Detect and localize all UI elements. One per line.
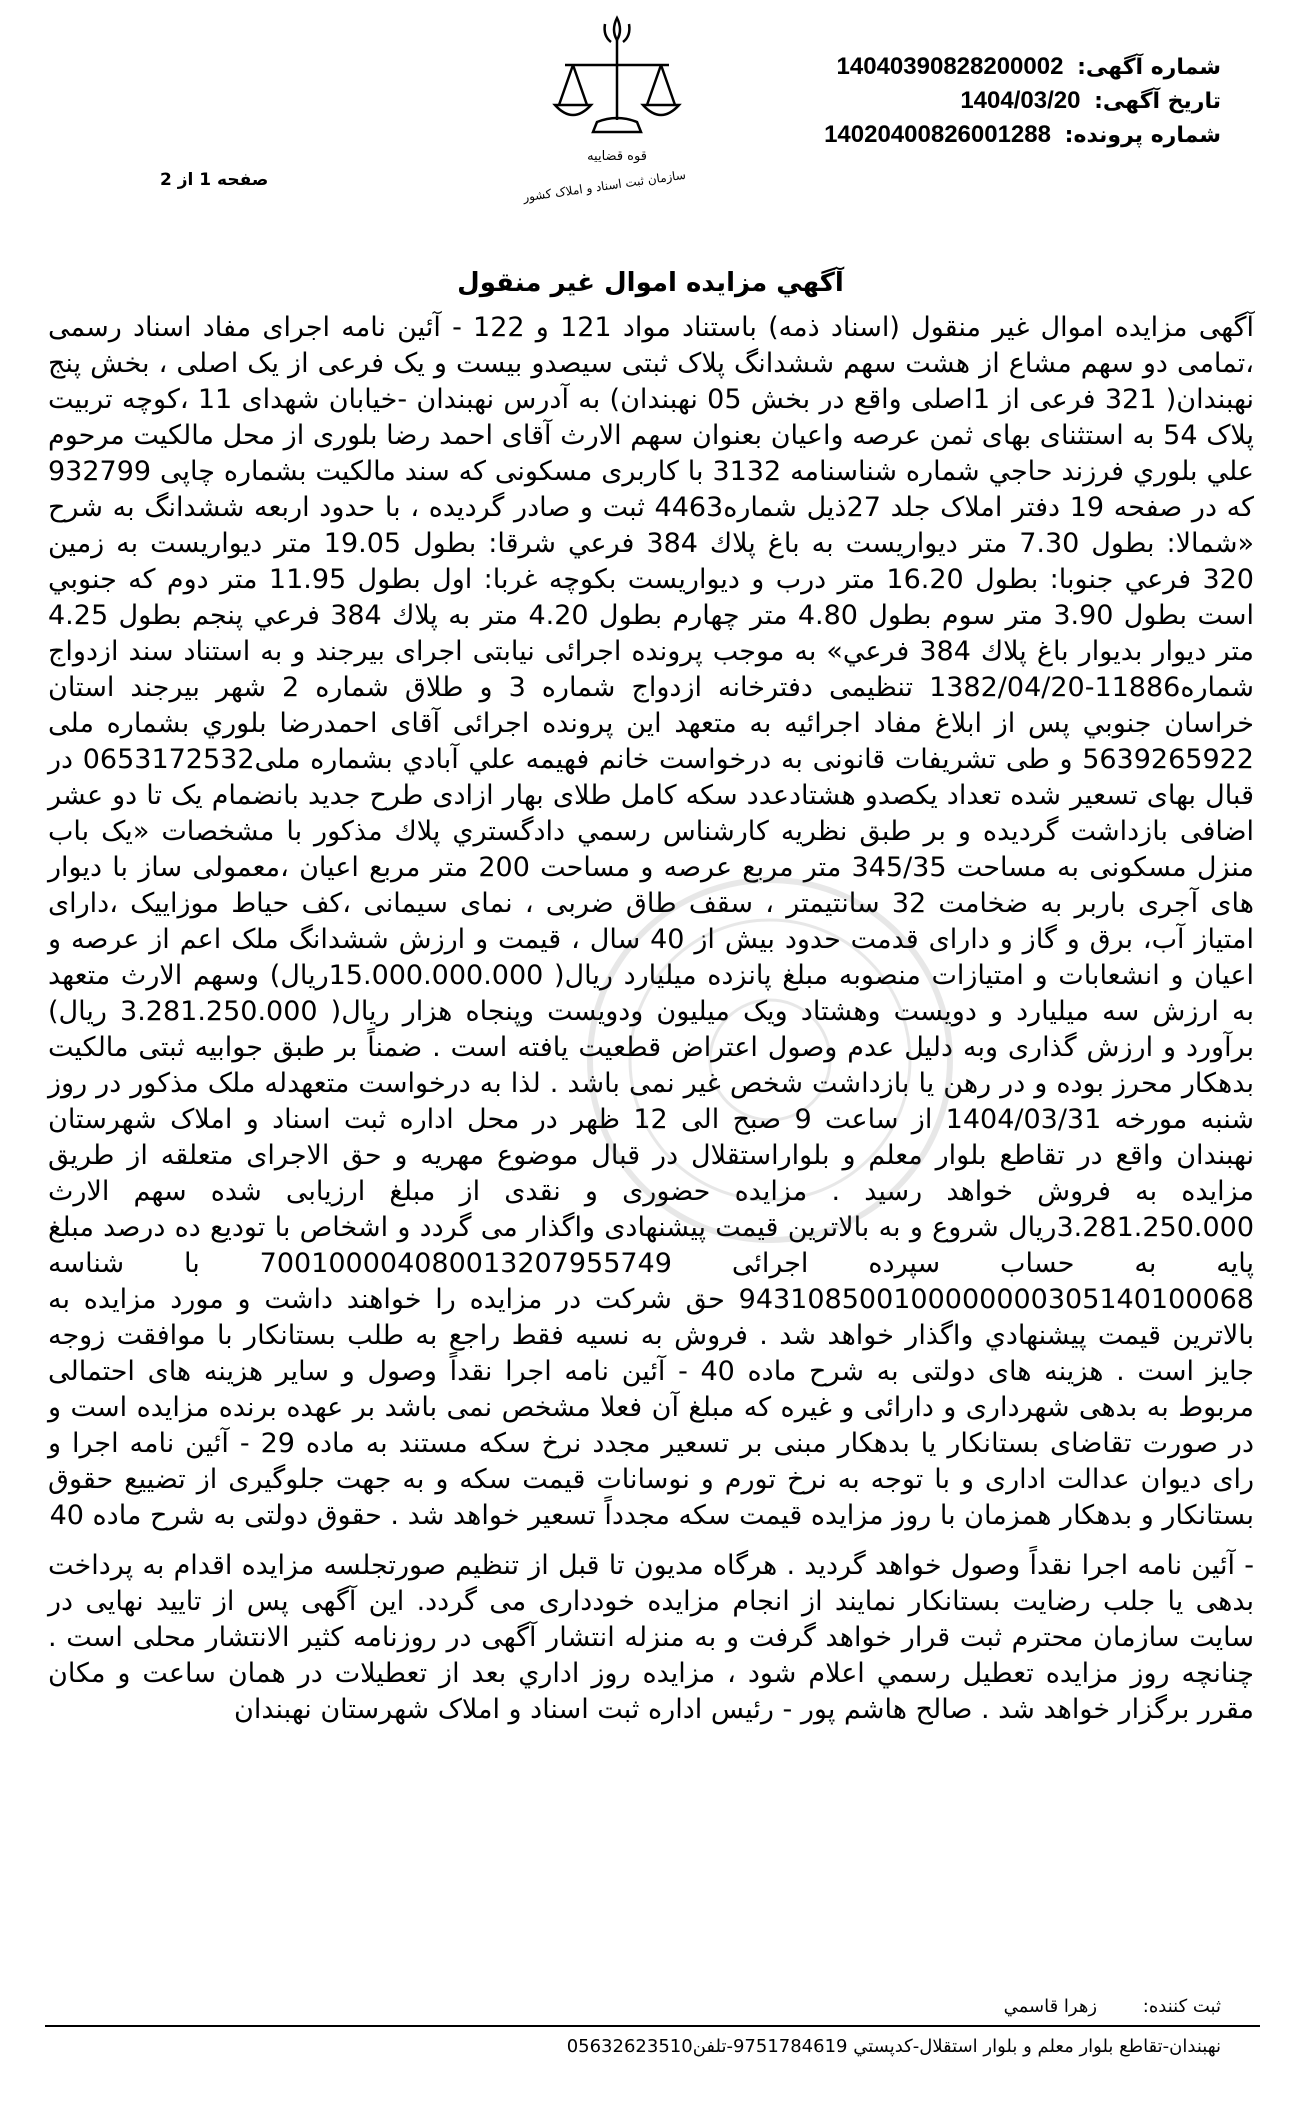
notice-meta xyxy=(741,50,1221,152)
recorder-name: زهرا قاسمي xyxy=(1003,1996,1098,2017)
footer-divider xyxy=(45,2025,1260,2027)
notice-paragraph-1: آگهی مزایده اموال غیر منقول (اسناد ذمه) باستناد مواد 121 و 122 - آئین نامه اجرای مفاد اسناد رسمی ،تمامی دو سهم مشاع از هشت سهم ششدانگ پلاک ثبتی سیصدو بیست و یک فرعی از یک اصلی ، بخش پنج نهبندان( 321 فرعی از 1اصلی واقع در بخش 05 نهبندان) به آدرس نهبندان -خیابان شهدای 11 ،کوچه تربیت پلاک 54 به استثنای بهای ثمن عرصه واعیان بعنوان سهم الارث آقای احمد رضا بلوری از محل مالکيت مرحوم علي بلوري فرزند حاجي شماره شناسنامه 3132 با کاربری مسکونی که سند مالکیت بشماره چاپی 932799 که در صفحه 19 دفتر املاک جلد 27ذیل شماره4463 ثبت و صادر گردیده ، با حدود اربعه ششدانگ به شرح «شمالا: بطول 7.30 متر ديواريست به باغ پلاك 384 فرعي شرقا: بطول 19.05 متر ديواريست به زمين 320 فرعي جنوبا: بطول 16.20 متر درب و ديواريست بكوچه غربا: اول بطول 11.95 متر دوم كه جنوبي است بطول 3.90 متر سوم بطول 4.80 متر چهارم بطول 4.20 متر به پلاك 384 فرعي پنجم بطول 4.25 متر ديوار بديوار باغ پلاك 384 فرعي» به موجب پرونده اجرائی نیابتی اجرای بیرجند و به استناد سند ازدواج شماره11886-1382/04/20 تنظيمی دفترخانه ازدواج شماره 3 و طلاق شماره 2 شهر بيرجند استان خراسان جنوبي پس از ابلاغ مفاد اجرائیه به متعهد این پرونده اجرائی آقای احمدرضا بلوري بشماره ملی 5639265922 و طی تشریفات قانونی به درخواست خانم فهيمه علي آبادي بشماره ملی0653172532 در قبال بهای تسعیر شده تعداد یکصدو هشتادعدد سکه کامل طلای بهار ازادی طرح جدید بانضمام یک تا دو عشر اضافی بازداشت گردیده و بر طبق نظریه کارشناس رسمي دادگستري پلاك مذكور با مشخصات «يک باب منزل مسکونی به مساحت 345/35 متر مربع عرصه و مساحت 200 متر مربع اعيان ،معمولی ساز با ديوار های آجری باربر به ضخامت 32 سانتيمتر ، سقف طاق ضربی ، نمای سيمانی ،کف حياط موزاييک ،دارای امتياز آب، برق و گاز و دارای قدمت حدود بيش از 40 سال ، قيمت و ارزش ششدانگ ملک اعم از عرصه و اعيان و انشعابات و امتيازات منصوبه مبلغ پانزده ميليارد ريال( 15.000.000.000ريال) وسهم الارث متعهد به ارزش سه میلیارد و دویست وهشتاد ویک میلیون ودویست وپنجاه هزار ریال( 3.281.250.000 ریال) برآورد و ارزش گذاری وبه دليل عدم وصول اعتراض قطعيت يافته است . ضمناً بر طبق جوابیه ثبتی مالکیت بدهکار محرز بوده و در رهن یا بازداشت شخص غیر نمی باشد . لذا به درخواست متعهدله ملک مذکور در روز شنبه مورخه 1404/03/31 از ساعت 9 صبح الی 12 ظهر در محل اداره ثبت اسناد و املاک شهرستان نهبندان واقع در تقاطع بلوار معلم و بلواراستقلال در قبال موضوع مهریه و حق الاجرای متعلقه از طریق مزایده به فروش خواهد رسید . مزایده حضوری و نقدی از مبلغ ارزیابی شده سهم الارث 3.281.250.000ریال شروع و به بالاترین قیمت پیشنهادی واگذار می گردد و اشخاص با تودیع ده درصد مبلغ پایه به حساب سپرده اجرائی 700100004080013207955749 با شناسه 943108500100000000305140100068 حق شرکت در مزایده را خواهند داشت و مورد مزایده به بالاترین قيمت پيشنهادي واگذار خواهد شد . فروش به نسیه فقط راجع به طلب بستانکار با موافقت زوجه جایز است . هزینه های دولتی به شرح ماده 40 - آئین نامه اجرا نقداً وصول و سایر هزینه های احتمالی مربوط به بدهی شهرداری و دارائی و غیره که مبلغ آن فعلا مشخص نمی باشد بر عهده برنده مزایده است و در صورت تقاضای بستانکار یا بدهکار مبنی بر تسعیر مجدد نرخ سکه مستند به ماده 29 - آئین نامه اجرا و رای دیوان عدالت اداری و با توجه به نرخ تورم و نوسانات قیمت سکه و به جهت جلوگیری از تضییع حقوق بستانکار و بدهکار همزمان با روز مزایده قیمت سکه مجدداً تسعیر خواهد شد . حقوق دولتی به شرح ماده 40 xyxy=(48,312,1255,1531)
document-title: آگهي مزايده اموال غير منقول xyxy=(457,268,844,298)
file-number: 14020400826001288 xyxy=(824,121,1051,148)
notice-number-label: شماره آگهی: xyxy=(1077,55,1221,80)
notice-number-row xyxy=(741,50,1221,84)
file-number-row xyxy=(741,118,1221,152)
emblem-caption-1: قوه قضاییه xyxy=(587,149,647,164)
notice-number: 14040390828200002 xyxy=(836,53,1064,80)
notice-date-row xyxy=(741,84,1221,118)
notice-body xyxy=(48,310,1254,1728)
page-indicator: صفحه 1 از 2 xyxy=(160,170,269,190)
notice-paragraph-2: - آئین نامه اجرا نقداً وصول خواهد گردید . هرگاه مدیون تا قبل از تنظیم صورتجلسه مزایده اقدام به پرداخت بدهی یا جلب رضایت بستانکار نمایند از انجام مزایده خودداری می گردد. این آگهی پس از تایید نهایی در سایت سازمان محترم ثبت قرار خواهد گرفت و به منزله انتشار آگهی در روزنامه کثیر الانتشار محلی است . چنانچه روز مزايده تعطيل رسمي اعلام شود ، مزايده روز اداري بعد از تعطيلات در همان ساعت و مكان مقرر برگزار خواهد شد . صالح هاشم پور - رئیس اداره ثبت اسناد و املاک شهرستان نهبندان xyxy=(48,1550,1254,1725)
emblem-caption-2: سازمان ثبت اسناد و املاک کشور xyxy=(522,167,687,205)
notice-date-label: تاریخ آگهی: xyxy=(1094,89,1221,114)
recorder-row xyxy=(1004,1996,1221,2017)
notice-date: 1404/03/20 xyxy=(960,87,1081,114)
judiciary-emblem-icon xyxy=(522,10,705,220)
file-number-label: شماره پرونده: xyxy=(1064,123,1221,148)
recorder-label: ثبت کننده: xyxy=(1142,1996,1221,2017)
office-address: نهبندان-تقاطع بلوار معلم و بلوار استقلال-کدپستي 9751784619-تلفن05632623510 xyxy=(566,2036,1221,2057)
